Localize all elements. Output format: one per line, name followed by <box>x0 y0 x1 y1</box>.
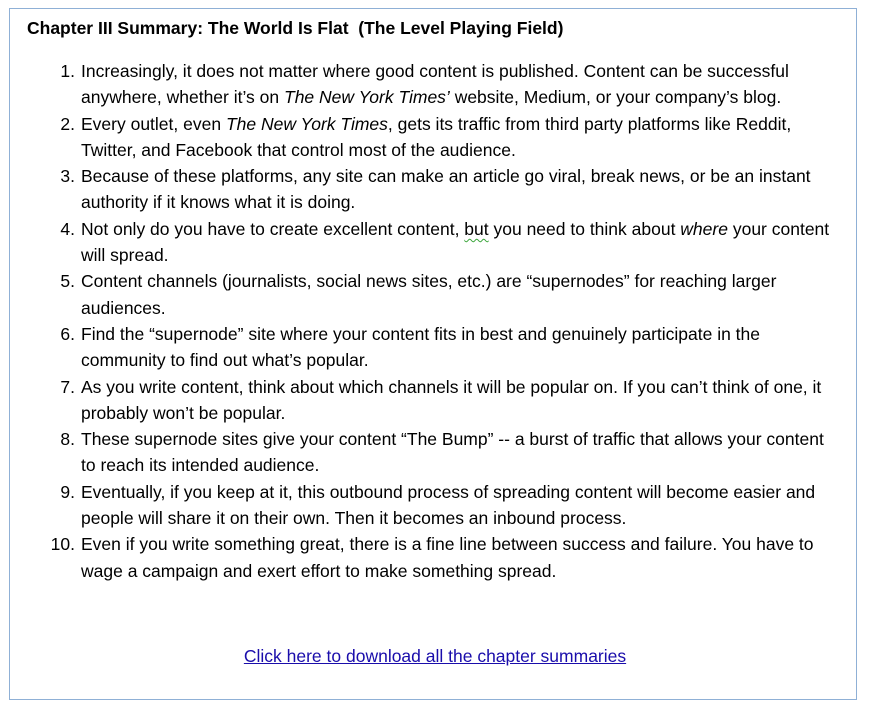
text-segment: The New York Times <box>225 113 388 134</box>
text-segment: you need to think about <box>488 218 681 239</box>
text-segment: Even if you write something great, there is a fine line between success and failure. You have to wage a campaign and exert effort to make something spread. <box>81 534 814 581</box>
list-item-text <box>81 114 791 160</box>
list-item-text <box>81 61 789 107</box>
text-segment: Increasingly, it does not matter where good content is published. Content can be successful anywhere, whether it’s on <box>81 61 789 108</box>
text-segment: Every outlet, even <box>81 113 226 134</box>
text-segment: but <box>464 218 489 239</box>
download-summaries-link[interactable]: Click here to download all the chapter summaries <box>243 646 627 666</box>
text-segment: Not only do you have to create excellent content, <box>81 218 465 239</box>
text-segment: Eventually, if you keep at it, this outbound process of spreading content will become easier and people will share it on their own. Then it becomes an inbound process. <box>81 481 816 529</box>
summary-list <box>50 58 841 584</box>
text-segment: where <box>680 218 728 239</box>
list-item <box>60 321 841 374</box>
list-item <box>60 163 841 216</box>
list-item <box>60 268 841 321</box>
list-item-number: 9. <box>60 481 75 502</box>
list-item <box>60 479 841 532</box>
list-item-text <box>81 324 760 370</box>
list-item <box>60 111 841 164</box>
list-item-text <box>81 482 815 528</box>
text-segment: As you write content, think about which channels it will be popular on. If you can’t think of one, it probably won’t be popular. <box>81 376 822 423</box>
list-item <box>60 58 841 111</box>
list-item-number: 3. <box>60 166 75 187</box>
list-item-number: 6. <box>60 323 75 344</box>
list-item <box>60 216 841 269</box>
list-item-number: 5. <box>60 271 75 292</box>
text-segment: Content channels (journalists, social news sites, etc.) are “supernodes” for reaching larger audiences. <box>81 271 777 318</box>
text-segment: , gets its traffic from third party platforms like Reddit, Twitter, and Facebook that control most of the audience. <box>81 113 792 160</box>
list-item-text <box>81 166 811 212</box>
list-item-text <box>81 271 776 317</box>
list-item-text <box>81 377 821 423</box>
list-item-number: 10. <box>50 534 75 555</box>
list-item-number: 7. <box>60 376 75 397</box>
list-item <box>60 426 841 479</box>
text-segment: your content will spread. <box>81 218 830 266</box>
text-segment: Find the “supernode” site where your content fits in best and genuinely participate in the community to find out what’s popular. <box>81 323 761 371</box>
text-segment: These supernode sites give your content “The Bump” -- a burst of traffic that allows your content to reach its intended audience. <box>81 429 824 476</box>
list-item-text <box>81 429 824 475</box>
list-item-text <box>81 219 829 265</box>
text-segment: website, Medium, or your company’s blog. <box>449 87 782 108</box>
list-item-number: 8. <box>60 429 75 450</box>
list-item <box>50 531 841 584</box>
list-item-number: 2. <box>60 113 75 134</box>
text-segment: The New York Times’ <box>284 87 450 108</box>
text-segment: Because of these platforms, any site can make an article go viral, break news, or be an instant authority if it knows what it is doing. <box>81 166 811 213</box>
download-link-container <box>0 646 870 667</box>
list-item-number: 1. <box>60 61 75 81</box>
summary-title: Chapter III Summary: The World Is Flat (The Level Playing Field) <box>27 18 564 38</box>
list-item-number: 4. <box>60 218 75 239</box>
list-item <box>60 374 841 427</box>
list-item-text <box>81 534 814 580</box>
